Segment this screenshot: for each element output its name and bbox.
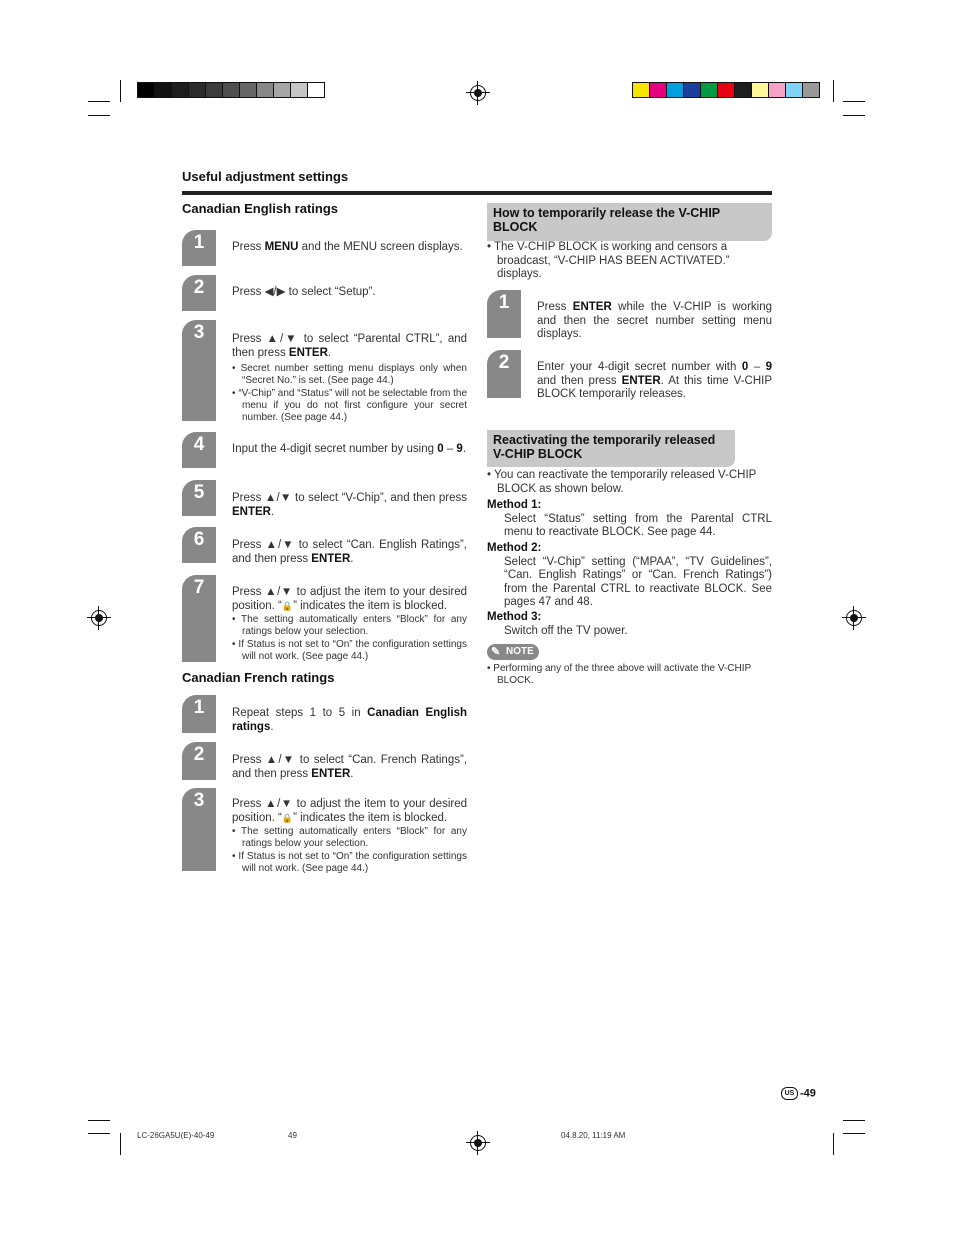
registration-mark-bottom (470, 1135, 486, 1151)
color-swatch (633, 83, 650, 97)
release-section-header: How to temporarily release the V-CHIP BLOCK (487, 203, 772, 241)
method-3: Method 3: Switch off the TV power. (487, 611, 628, 637)
english-step-6: 6 Press ▲/▼ to select “Can. English Ratings”, and then press ENTER. (182, 527, 467, 565)
us-badge: US (781, 1087, 798, 1100)
color-swatch (650, 83, 667, 97)
gray-swatch (189, 83, 206, 97)
gray-swatch (240, 83, 257, 97)
gray-swatch (155, 83, 172, 97)
gray-swatch (223, 83, 240, 97)
registration-mark-left (91, 610, 107, 626)
release-intro: • The V-CHIP BLOCK is working and censors a broadcast, “V-CHIP HAS BEEN ACTIVATED.” displays. (487, 241, 730, 280)
step-number: 3 (182, 788, 216, 871)
french-step-3: 3 Press ▲/▼ to adjust the item to your desired position. “🔒” indicates the item is blocked. • The setting automatically enters “Block” for any ratings below your selection. • If Status is not set to “On” the configuration settings will not work. (See page 44.) (182, 788, 467, 872)
color-swatch (769, 83, 786, 97)
reactivate-intro: • You can reactivate the temporarily released V-CHIP BLOCK as shown below. (487, 469, 757, 495)
note-text: • Performing any of the three above will activate the V-CHIP BLOCK. (487, 663, 752, 686)
english-step-2: 2 Press ◀/▶ to select “Setup”. (182, 275, 467, 313)
footer-file: LC-26GA5U(E)-40-49 (137, 1131, 215, 1140)
color-swatch (752, 83, 769, 97)
french-ratings-title: Canadian French ratings (182, 670, 335, 685)
color-swatch (803, 83, 819, 97)
english-step-3: 3 Press ▲/▼ to select “Parental CTRL”, and then press ENTER. • Secret number setting menu displays only when “Secret No.” is set. (See page 44.) • “V-Chip” and “Status” will not be selectable from the menu if you do not first configure your secret number. (See page 44.) (182, 320, 467, 422)
step-number: 1 (182, 695, 216, 733)
color-swatch (786, 83, 803, 97)
gray-swatch (172, 83, 189, 97)
step-number: 6 (182, 527, 216, 563)
step-number: 4 (182, 432, 216, 468)
registration-mark-top (470, 85, 486, 101)
english-ratings-title: Canadian English ratings (182, 201, 339, 216)
french-step-2: 2 Press ▲/▼ to select “Can. French Ratings”, and then press ENTER. (182, 742, 467, 782)
reactivate-section-header: Reactivating the temporarily released V-CHIP BLOCK (487, 430, 735, 467)
page-number: US -49 (781, 1087, 816, 1100)
color-swatch (667, 83, 684, 97)
color-swatch (735, 83, 752, 97)
release-step-2: 2 Enter your 4-digit secret number with 0 – 9 and then press ENTER. At this time V-CHIP BLOCK temporarily releases. (487, 350, 772, 400)
step-number: 7 (182, 575, 216, 662)
registration-mark-right (846, 610, 862, 626)
gray-swatch (206, 83, 223, 97)
gray-swatch (274, 83, 291, 97)
french-step-1: 1 Repeat steps 1 to 5 in Canadian English ratings. (182, 695, 467, 735)
color-swatch (701, 83, 718, 97)
gray-swatch (138, 83, 155, 97)
process-color-bar (632, 82, 820, 98)
step-number: 2 (487, 350, 521, 398)
gray-swatch (291, 83, 308, 97)
english-step-4: 4 Input the 4-digit secret number by using 0 – 9. (182, 432, 467, 470)
release-step-1: 1 Press ENTER while the V-CHIP is working and then the secret number setting menu displays. (487, 290, 772, 340)
lock-icon: 🔒 (281, 600, 294, 611)
step-number: 1 (487, 290, 521, 338)
english-step-7: 7 Press ▲/▼ to adjust the item to your desired position. “🔒” indicates the item is blocked. • The setting automatically enters “Block” for any ratings below your selection. • If Status is not set to “On” the configuration settings will not work. (See page 44.) (182, 575, 467, 663)
step-number: 2 (182, 275, 216, 311)
english-step-5: 5 Press ▲/▼ to select “V-Chip”, and then press ENTER. (182, 480, 467, 518)
step-number: 3 (182, 320, 216, 421)
english-step-1: 1 Press MENU and the MENU screen displays. (182, 230, 467, 268)
grayscale-color-bar (137, 82, 325, 98)
method-2: Method 2: Select “V-Chip” setting (“MPAA”, “TV Guidelines”, “Can. English Ratings” or “Can. French Ratings”) from the Parental CTRL to reactivate BLOCK. See pages 47 and 48. (487, 542, 772, 608)
gray-swatch (308, 83, 324, 97)
note-badge: ✎ NOTE (487, 644, 539, 660)
footer-sheet: 49 (288, 1131, 297, 1140)
pencil-icon: ✎ (491, 646, 501, 658)
gray-swatch (257, 83, 274, 97)
color-swatch (718, 83, 735, 97)
step-number: 2 (182, 742, 216, 780)
color-swatch (684, 83, 701, 97)
lock-icon: 🔒 (281, 812, 294, 823)
heading-rule (182, 191, 772, 195)
method-1: Method 1: Select “Status” setting from the Parental CTRL menu to reactivate BLOCK. See page 44. (487, 499, 772, 538)
section-heading: Useful adjustment settings (182, 169, 349, 184)
footer-timestamp: 04.8.20, 11:19 AM (561, 1131, 626, 1140)
step-number: 1 (182, 230, 216, 266)
step-number: 5 (182, 480, 216, 516)
